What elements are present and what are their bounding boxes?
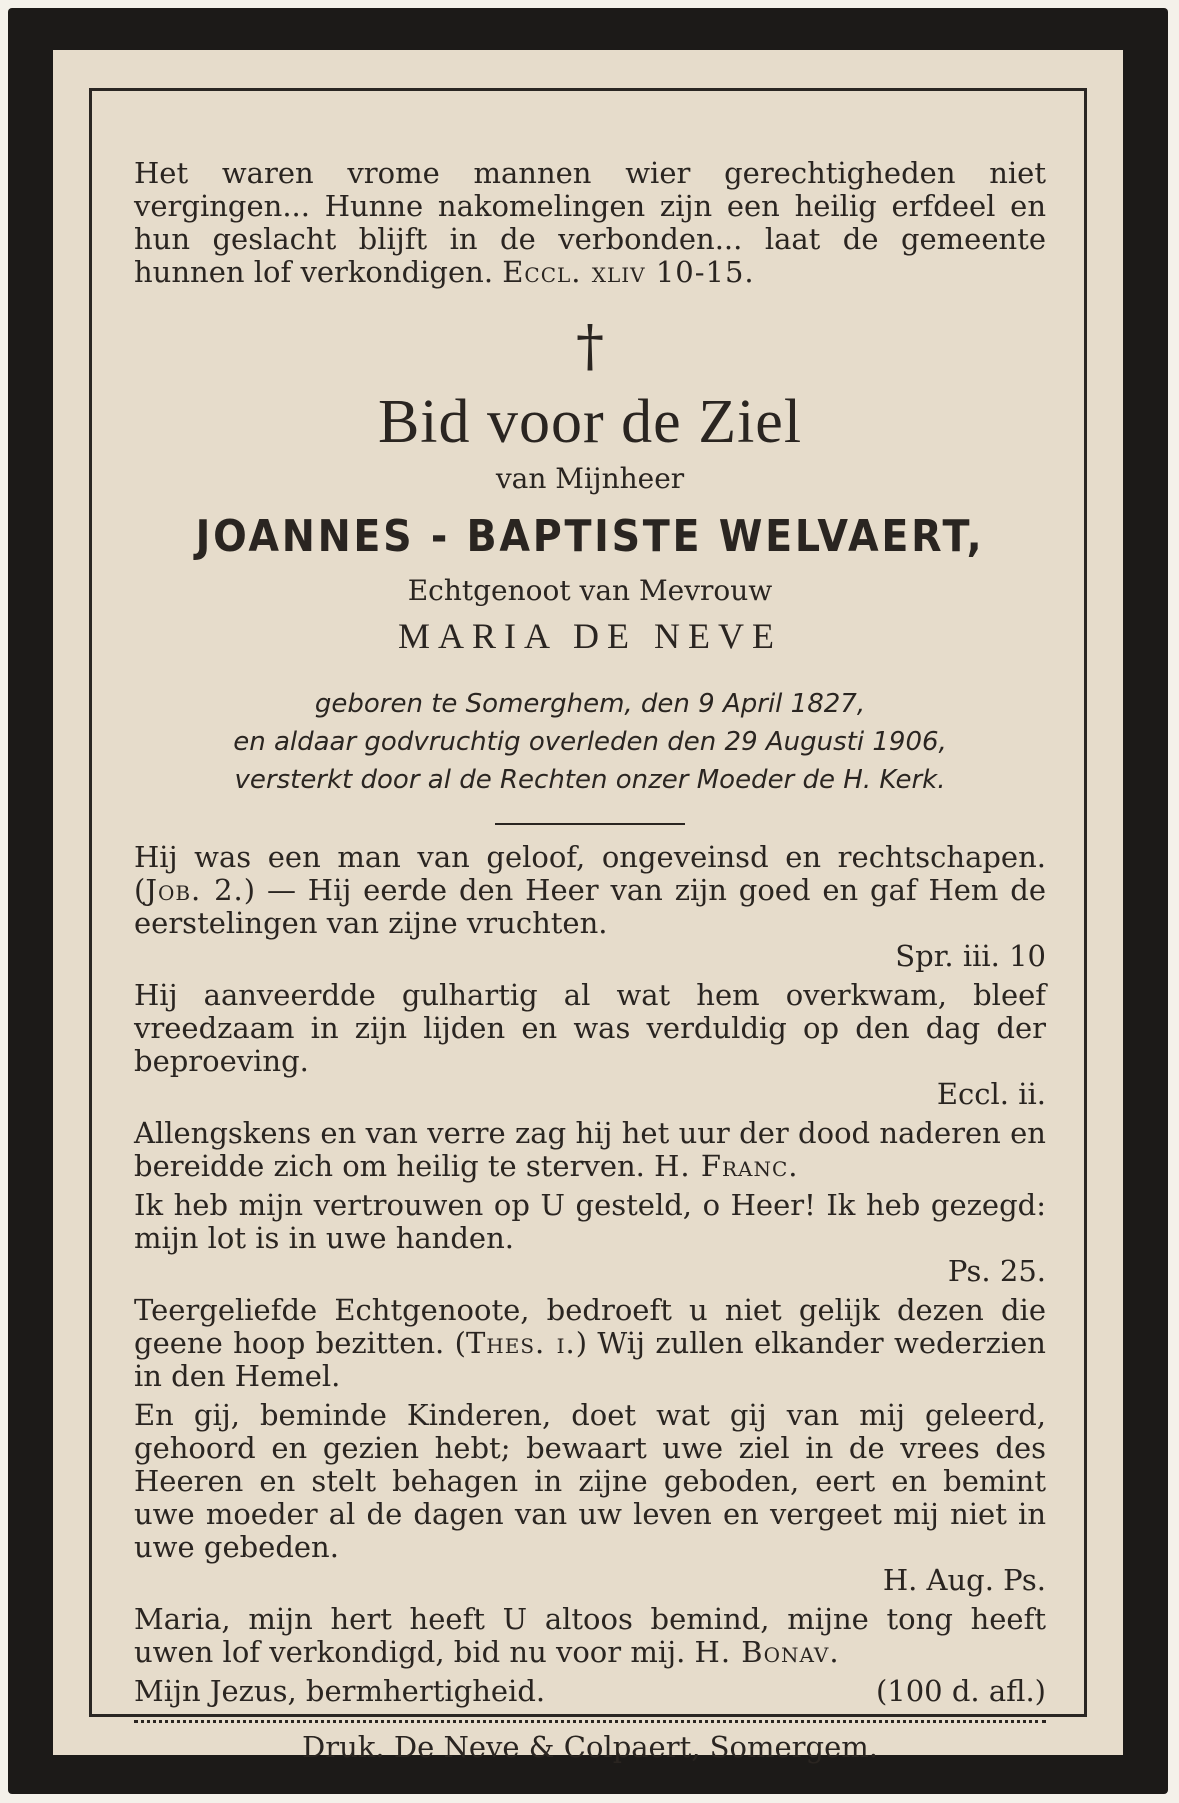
card-paper xyxy=(53,50,1123,1764)
text-reference: H. Aug. Ps. xyxy=(882,1563,1046,1597)
text-block-6 xyxy=(134,1399,1046,1597)
text-block-1 xyxy=(134,841,1046,973)
reference-line xyxy=(134,1078,1046,1111)
text-paragraph xyxy=(134,1399,1046,1564)
text-body: Teergeliefde Echtgenoote, bedroeft u niet gelijk dezen die geene hoop bezitten. ( xyxy=(134,1293,1046,1360)
reference-line xyxy=(134,1564,1046,1597)
epigraph-reference: Eccl. xliv 10-15. xyxy=(502,255,755,289)
indulgence-note: (100 d. afl.) xyxy=(875,1674,1046,1708)
text-body: Ik heb mijn vertrouwen op U gesteld, o Heer! Ik heb gezegd: mijn lot is in uwe handen. xyxy=(134,1188,1046,1255)
text-reference: Spr. iii. 10 xyxy=(895,939,1046,973)
text-body: Hij aanveerdde gulhartig al wat hem overkwam, bleef vreedzaam in zijn lijden en was verduldig op den dag der beproeving. xyxy=(134,978,1046,1078)
card-content xyxy=(134,119,1046,1767)
honorific: van Mijnheer xyxy=(495,462,685,495)
inline-reference: Job. 2. xyxy=(145,873,244,907)
inline-reference: Thes. i. xyxy=(465,1326,576,1360)
closing-prayer: Mijn Jezus, bermhertigheid. xyxy=(134,1674,546,1708)
text-reference: H. Franc. xyxy=(654,1149,799,1183)
cross-icon: † xyxy=(576,314,604,379)
text-paragraph xyxy=(134,1294,1046,1393)
dotted-divider xyxy=(134,1720,1046,1723)
deceased-name: JOANNES - BAPTISTE WELVAERT, xyxy=(195,511,985,562)
text-reference: Eccl. ii. xyxy=(936,1077,1046,1111)
text-body: Maria, mijn hert heeft U altoos bemind, mijne tong heeft uwen lof verkondigd, bid nu voor mij. xyxy=(134,1602,1046,1669)
card-title: Bid voor de Ziel xyxy=(377,388,803,456)
text-paragraph xyxy=(134,1603,1046,1669)
border-frame xyxy=(89,88,1087,1764)
text-paragraph xyxy=(134,979,1046,1078)
epigraph-text: Het waren vrome mannen wier gerechtigheden niet vergingen... Hunne nakomelingen zijn een heilig erfdeel en hun geslacht blijft in de verbonden... laat de gemeente hunnen lof verkondigen. xyxy=(134,156,1046,289)
birth-line: geboren te Somerghem, den 9 April 1827, xyxy=(314,689,866,719)
text-body: En gij, beminde Kinderen, doet wat gij van mij geleerd, gehoord en gezien hebt; bewaart uwe ziel in de vrees des Heeren en stelt behagen in zijne geboden, eert en bemint uwe moeder al de dagen van uw leven en vergeet mij niet in uwe gebeden. xyxy=(134,1398,1046,1564)
text-block-4 xyxy=(134,1189,1046,1288)
spouse-label: Echtgenoot van Mevrouw xyxy=(407,574,773,607)
epigraph xyxy=(134,157,1046,289)
text-block-3 xyxy=(134,1117,1046,1183)
text-body: Hij was een man van geloof, ongeveinsd en rechtschapen. ( xyxy=(134,840,1046,907)
reference-line xyxy=(134,940,1046,973)
closing-line xyxy=(134,1675,1046,1708)
sacraments-line: versterkt door al de Rechten onzer Moeder de H. Kerk. xyxy=(234,765,946,795)
divider xyxy=(495,823,685,825)
text-paragraph xyxy=(134,1117,1046,1183)
text-body: Allengskens en van verre zag hij het uur der dood naderen en bereidde zich om heilig te sterven. xyxy=(134,1116,1046,1183)
text-body-cont: ) — Hij eerde den Heer van zijn goed en gaf Hem de eerstelingen van zijne vruchten. xyxy=(134,873,1046,940)
dates-block xyxy=(134,685,1046,799)
text-body-cont: ) Wij zullen elkander wederzien in den Hemel. xyxy=(134,1326,1046,1393)
printer-imprint: Druk. De Neve & Colpaert, Somergem. xyxy=(302,1730,878,1764)
text-reference: H. Bonav. xyxy=(694,1635,840,1669)
text-block-7 xyxy=(134,1603,1046,1669)
text-reference: Ps. 25. xyxy=(947,1254,1046,1288)
reference-line xyxy=(134,1255,1046,1288)
text-block-2 xyxy=(134,979,1046,1111)
text-paragraph xyxy=(134,1189,1046,1255)
text-paragraph xyxy=(134,841,1046,940)
spouse-name: MARIA DE NEVE xyxy=(398,616,782,656)
text-block-5 xyxy=(134,1294,1046,1393)
death-line: en aldaar godvruchtig overleden den 29 Augusti 1906, xyxy=(233,727,947,757)
memorial-card xyxy=(8,8,1168,1794)
